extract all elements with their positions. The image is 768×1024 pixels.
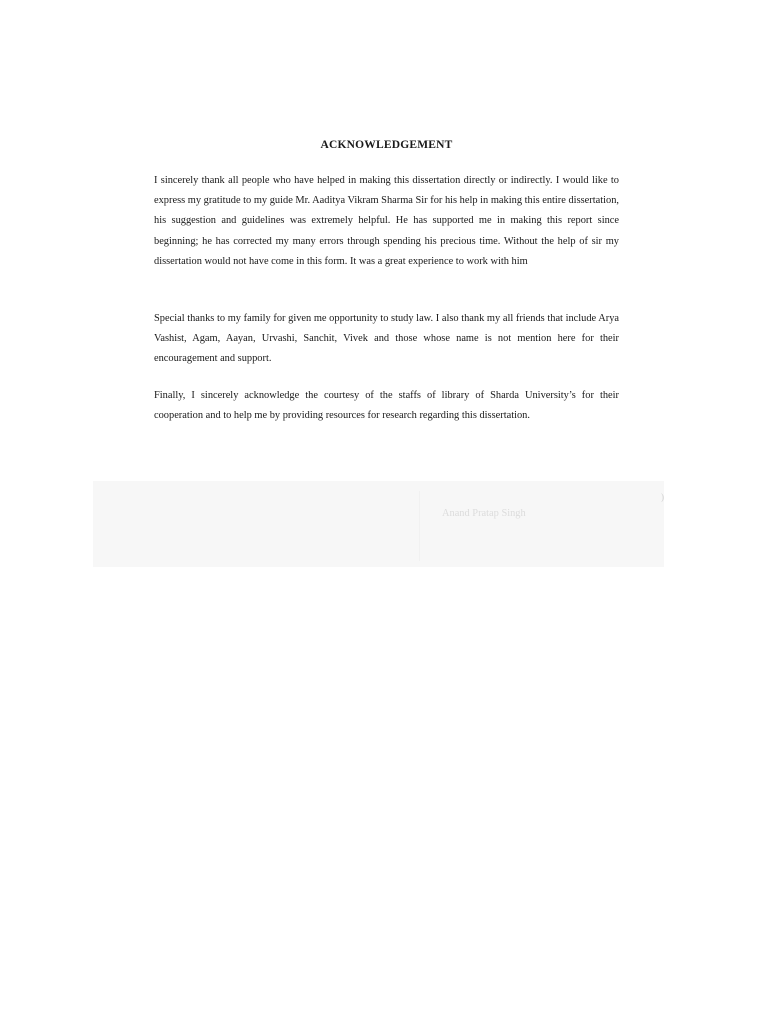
paragraph-library-staff: Finally, I sincerely acknowledge the courtesy of the staffs of library of Sharda University’s for their cooperation and to help me by providing resources for research regarding this dissertation. (154, 390, 619, 422)
signature-block (93, 481, 664, 567)
signature-name: Anand Pratap Singh (442, 508, 526, 519)
signature-divider (419, 491, 420, 561)
paragraph-family-friends: Special thanks to my family for given me opportunity to study law. I also thank my all friends that include Arya Vashist, Agam, Aayan, Urvashi, Sanchit, Vivek and those whose name is not mention here for their encouragement and support. (154, 313, 619, 365)
paragraph-gratitude-guide: I sincerely thank all people who have helped in making this dissertation directly or indirectly. I would like to express my gratitude to my guide Mr. Aaditya Vikram Sharma Sir for his help in making this entire dissertation, his suggestion and guidelines was extremely helpful. He has supported me in making this report since beginning; he has corrected my many errors through spending his precious time. Without the help of sir my dissertation would not have come in this form. It was a great experience to work with him (154, 175, 619, 267)
edge-mark: ) (661, 492, 664, 502)
page-title: ACKNOWLEDGEMENT (320, 139, 453, 151)
